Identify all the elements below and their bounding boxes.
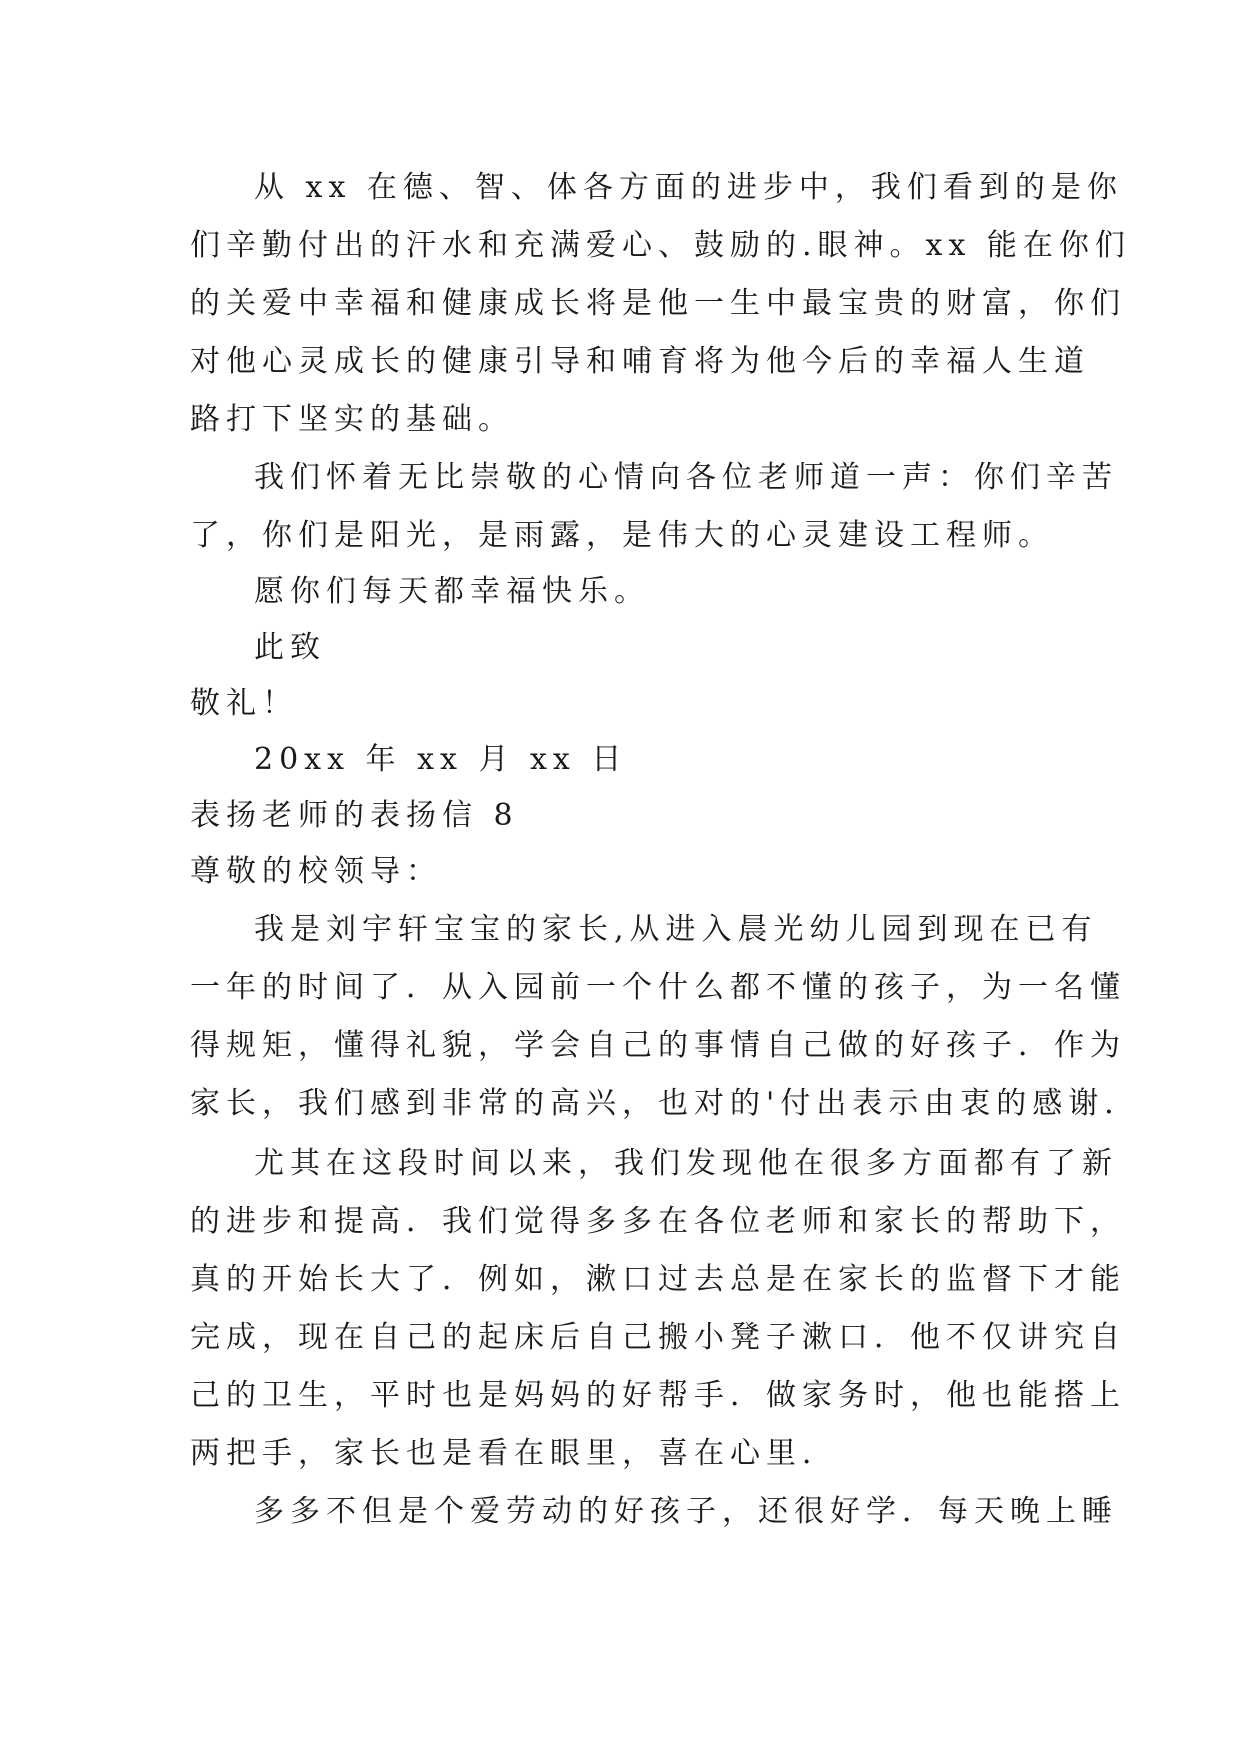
closing-salutation: 此致 <box>254 630 326 665</box>
paragraph-line: 完成，现在自己的起床后自己搬小凳子漱口．他不仅讲究自 <box>190 1320 1126 1355</box>
paragraph-line: 得规矩，懂得礼貌，学会自己的事情自己做的好孩子．作为 <box>190 1028 1126 1063</box>
letter-date: 20xx 年 xx 月 xx 日 <box>254 742 628 777</box>
paragraph-line: 我们怀着无比崇敬的心情向各位老师道一声：你们辛苦 <box>254 460 1118 495</box>
paragraph-line: 的进步和提高．我们觉得多多在各位老师和家长的帮助下， <box>190 1204 1126 1239</box>
paragraph-line: 从 xx 在德、智、体各方面的进步中，我们看到的是你 <box>254 170 1123 205</box>
paragraph-line: 的关爱中幸福和健康成长将是他一生中最宝贵的财富，你们 <box>190 286 1126 321</box>
paragraph-line: 路打下坚实的基础。 <box>190 402 514 437</box>
paragraph-line: 愿你们每天都幸福快乐。 <box>254 574 650 609</box>
paragraph-line: 一年的时间了．从入园前一个什么都不懂的孩子，为一名懂 <box>190 970 1126 1005</box>
paragraph-line: 家长，我们感到非常的高兴，也对的'付出表示由衷的感谢． <box>190 1086 1141 1121</box>
paragraph-line: 了，你们是阳光，是雨露，是伟大的心灵建设工程师。 <box>190 518 1054 553</box>
paragraph-line: 尤其在这段时间以来，我们发现他在很多方面都有了新 <box>254 1146 1118 1181</box>
letter-title: 表扬老师的表扬信 8 <box>190 798 519 833</box>
paragraph-line: 我是刘宇轩宝宝的家长,从进入晨光幼儿园到现在已有 <box>254 912 1098 947</box>
letter-greeting: 尊敬的校领导： <box>190 854 442 889</box>
paragraph-line: 己的卫生，平时也是妈妈的好帮手．做家务时，他也能搭上 <box>190 1378 1126 1413</box>
closing-regards: 敬礼！ <box>190 686 298 721</box>
letter-body <box>190 0 1141 1754</box>
paragraph-line: 对他心灵成长的健康引导和哺育将为他今后的幸福人生道 <box>190 344 1090 379</box>
paragraph-line: 两把手，家长也是看在眼里，喜在心里． <box>190 1436 838 1471</box>
paragraph-line: 们辛勤付出的汗水和充满爱心、鼓励的.眼神。xx 能在你们 <box>190 228 1131 263</box>
paragraph-line: 多多不但是个爱劳动的好孩子，还很好学．每天晚上睡 <box>254 1494 1118 1529</box>
paragraph-line: 真的开始长大了．例如，漱口过去总是在家长的监督下才能 <box>190 1262 1126 1297</box>
